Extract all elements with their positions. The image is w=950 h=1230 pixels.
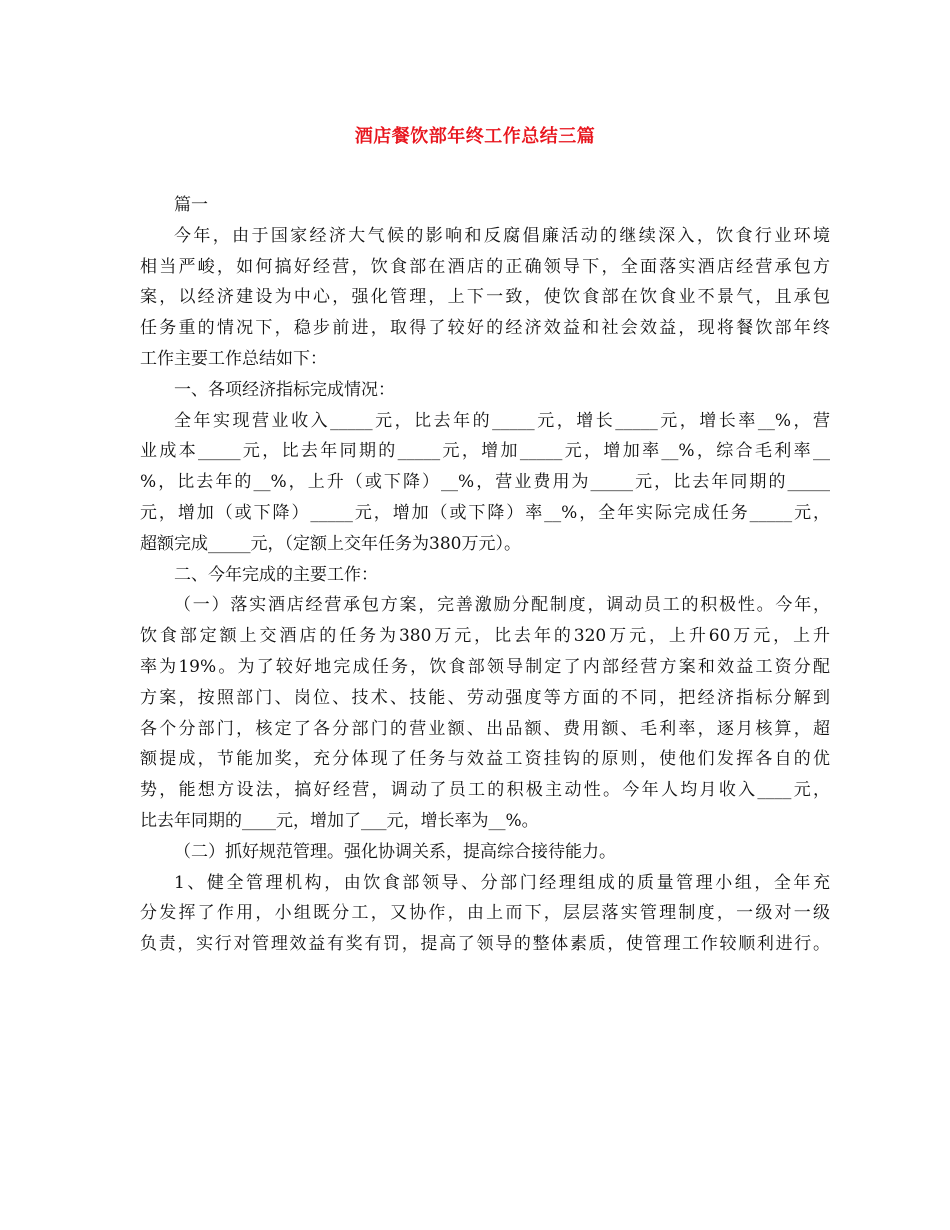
paragraph-line: 饮食部定额上交酒店的任务为380万元，比去年的320万元，上升60万元，上升 (140, 626, 830, 647)
paragraph-line: 负责，实行对管理效益有奖有罚，提高了领导的整体素质，使管理工作较顺利进行。 (140, 934, 830, 955)
paragraph-line: 案，以经济建设为中心，强化管理，上下一致，使饮食部在饮食业不景气，且承包 (140, 287, 830, 308)
paragraph-line: 分发挥了作用，小组既分工，又协作，由上而下，层层落实管理制度，一级对一级 (140, 903, 830, 924)
paragraph-line: 二、今年完成的主要工作： (174, 564, 378, 585)
paragraph-line: 各个分部门，核定了各分部门的营业额、出品额、费用额、毛利率，逐月核算，超 (140, 718, 830, 739)
paragraph-line: 率为19%。为了较好地完成任务，饮食部领导制定了内部经营方案和效益工资分配 (140, 656, 830, 677)
paragraph-line: 任务重的情况下，稳步前进，取得了较好的经济效益和社会效益，现将餐饮部年终 (140, 318, 830, 339)
document-body (140, 190, 830, 960)
paragraph-line: %，比去年的__%，上升（或下降）__%，营业费用为_____元，比去年同期的_____ (140, 472, 830, 493)
paragraph-line: 势，能想方设法，搞好经营，调动了员工的积极主动性。今年人均月收入____元， (140, 780, 830, 801)
paragraph-line: 今年，由于国家经济大气候的影响和反腐倡廉活动的继续深入，饮食行业环境 (174, 225, 830, 246)
paragraph-line: 全年实现营业收入_____元，比去年的_____元，增长_____元，增长率__%，营 (174, 410, 830, 431)
paragraph-line: 元，增加（或下降）_____元，增加（或下降）率__%，全年实际完成任务_____元， (140, 502, 830, 523)
paragraph-line: 1、健全管理机构，由饮食部领导、分部门经理组成的质量管理小组，全年充 (174, 872, 830, 893)
paragraph-line: 篇一 (174, 195, 208, 215)
paragraph-line: 相当严峻，如何搞好经营，饮食部在酒店的正确领导下，全面落实酒店经营承包方 (140, 256, 830, 277)
paragraph-line: 业成本_____元，比去年同期的_____元，增加_____元，增加率__%，综合毛利率__ (140, 441, 830, 462)
paragraph-line: 超额完成_____元，（定额上交年任务为380万元）。 (140, 533, 521, 554)
document-title: 酒店餐饮部年终工作总结三篇 (354, 126, 596, 147)
paragraph-line: （一）落实酒店经营承包方案，完善激励分配制度，调动员工的积极性。今年， (174, 595, 830, 616)
paragraph-line: 方案，按照部门、岗位、技术、技能、劳动强度等方面的不同，把经济指标分解到 (140, 687, 830, 708)
paragraph-line: 工作主要工作总结如下： (140, 348, 327, 369)
paragraph-line: （二）抓好规范管理。强化协调关系，提高综合接待能力。 (174, 841, 616, 862)
paragraph-line: 比去年同期的____元，增加了___元，增长率为__%。 (140, 810, 539, 831)
paragraph-line: 一、各项经济指标完成情况： (174, 379, 395, 400)
paragraph-line: 额提成，节能加奖，充分体现了任务与效益工资挂钩的原则，使他们发挥各自的优 (140, 749, 830, 770)
